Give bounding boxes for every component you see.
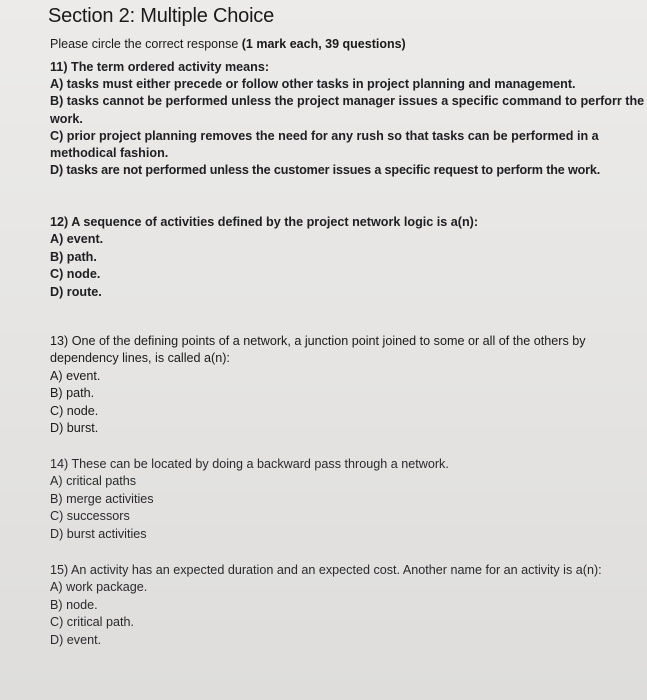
option-b[interactable]: B) path.: [50, 386, 95, 401]
question-text: 15) An activity has an expected duration and an expected cost. Another name for an activity is a(n):: [50, 563, 602, 577]
option-c[interactable]: C) node.: [50, 403, 99, 418]
instructions: [50, 37, 406, 51]
option-a[interactable]: A) tasks must either precede or follow other tasks in project planning and management.: [50, 77, 576, 92]
option-a[interactable]: A) work package.: [50, 580, 148, 595]
option-d[interactable]: D) route.: [50, 284, 102, 299]
instructions-text: Please circle the correct response: [50, 37, 242, 51]
option-d[interactable]: D) tasks are not performed unless the customer issues a specific request to perform the work.: [50, 163, 601, 178]
option-b[interactable]: B) tasks cannot be performed unless the project manager issues a specific command to perforr the work.: [50, 94, 645, 126]
option-d[interactable]: D) burst activities: [50, 526, 147, 541]
option-a[interactable]: A) event.: [50, 368, 101, 383]
option-a[interactable]: A) critical paths: [50, 474, 137, 489]
section-title: Section 2: Multiple Choice: [48, 5, 275, 27]
question-14: [50, 456, 642, 543]
option-b[interactable]: B) node.: [50, 597, 98, 612]
question-13: [50, 333, 640, 437]
question-text: 12) A sequence of activities defined by the project network logic is a(n):: [50, 215, 479, 229]
option-d[interactable]: D) event.: [50, 632, 102, 647]
option-a[interactable]: A) event.: [50, 232, 104, 247]
instructions-marks: (1 mark each, 39 questions): [241, 37, 406, 51]
question-text: 13) One of the defining points of a network, a junction point joined to some or all of the others by dependency lines, is called a(n):: [50, 334, 586, 366]
option-c[interactable]: C) prior project planning removes the need for any rush so that tasks can be performed in a methodical fashion.: [50, 128, 599, 161]
question-text: 14) These can be located by doing a backward pass through a network.: [50, 457, 449, 471]
question-11: [50, 59, 645, 179]
option-c[interactable]: C) node.: [50, 267, 101, 282]
option-c[interactable]: C) successors: [50, 509, 130, 524]
option-b[interactable]: B) merge activities: [50, 491, 154, 506]
option-d[interactable]: D) burst.: [50, 421, 99, 436]
option-c[interactable]: C) critical path.: [50, 615, 134, 630]
question-text: 11) The term ordered activity means:: [50, 60, 270, 74]
question-15: [50, 562, 622, 649]
option-b[interactable]: B) path.: [50, 249, 97, 264]
question-12: [50, 214, 642, 301]
